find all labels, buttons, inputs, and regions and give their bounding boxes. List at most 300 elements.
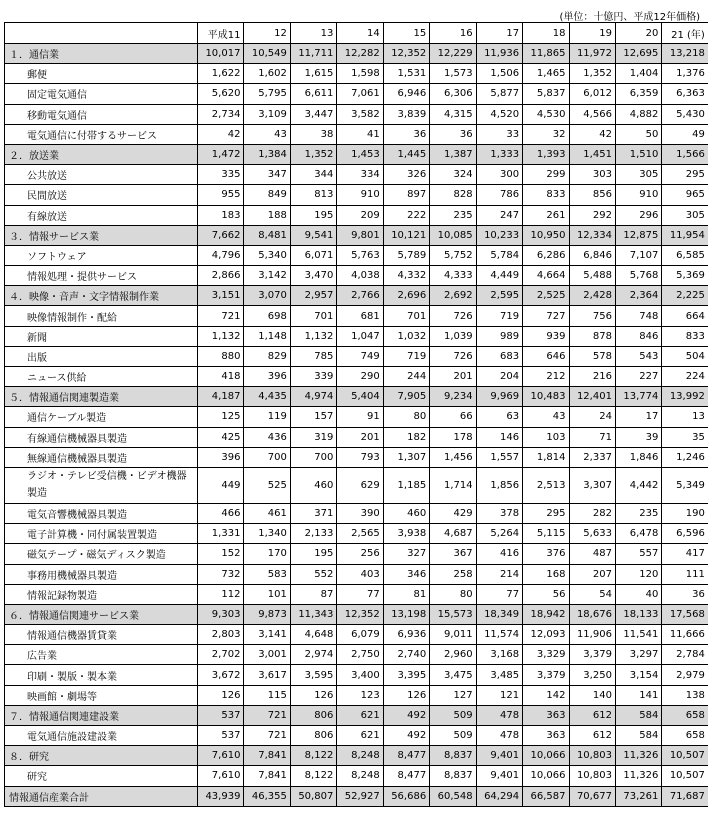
value-cell: 13 [662, 407, 708, 427]
value-cell: 1,510 [615, 144, 661, 164]
value-cell: 77 [476, 584, 522, 604]
value-cell: 11,666 [662, 625, 708, 645]
category-row [5, 286, 708, 306]
value-cell: 417 [662, 544, 708, 564]
value-cell: 425 [198, 427, 244, 447]
value-cell: 1,032 [383, 326, 429, 346]
value-cell: 91 [337, 407, 383, 427]
value-cell: 5,837 [523, 84, 569, 104]
value-cell: 6,585 [662, 245, 708, 265]
value-cell: 256 [337, 544, 383, 564]
header-corner [5, 23, 198, 44]
value-cell: 170 [244, 544, 290, 564]
value-cell: 5,349 [662, 467, 708, 503]
value-cell: 449 [198, 467, 244, 503]
value-cell: 12,229 [430, 44, 476, 64]
header-year: 19 [569, 23, 615, 44]
row-label: ６．情報通信関連サービス業 [5, 604, 198, 624]
value-cell: 584 [615, 726, 661, 746]
value-cell: 81 [383, 584, 429, 604]
value-cell: 2,734 [198, 104, 244, 124]
value-cell: 390 [337, 503, 383, 523]
value-cell: 9,234 [430, 387, 476, 407]
value-cell: 56,686 [383, 786, 429, 806]
row-label: 電気通信施設建設業 [5, 726, 198, 746]
value-cell: 3,070 [244, 286, 290, 306]
value-cell: 658 [662, 705, 708, 725]
value-cell: 3,447 [290, 104, 336, 124]
header-year: 18 [523, 23, 569, 44]
value-cell: 646 [523, 346, 569, 366]
value-cell: 319 [290, 427, 336, 447]
value-cell: 4,332 [383, 266, 429, 286]
value-cell: 12,352 [383, 44, 429, 64]
value-cell: 1,531 [383, 64, 429, 84]
value-cell: 101 [244, 584, 290, 604]
value-cell: 3,297 [615, 645, 661, 665]
value-cell: 33 [476, 124, 522, 144]
value-cell: 460 [383, 503, 429, 523]
value-cell: 584 [615, 705, 661, 725]
value-cell: 749 [337, 346, 383, 366]
value-cell: 2,696 [383, 286, 429, 306]
value-cell: 87 [290, 584, 336, 604]
value-cell: 80 [430, 584, 476, 604]
value-cell: 1,393 [523, 144, 569, 164]
header-year: 17 [476, 23, 522, 44]
value-cell: 701 [290, 306, 336, 326]
table-row [5, 685, 708, 705]
value-cell: 168 [523, 564, 569, 584]
value-cell: 1,404 [615, 64, 661, 84]
value-cell: 833 [523, 185, 569, 205]
value-cell: 54 [569, 584, 615, 604]
value-cell: 7,610 [198, 766, 244, 786]
value-cell: 123 [337, 685, 383, 705]
value-cell: 18,349 [476, 604, 522, 624]
value-cell: 6,071 [290, 245, 336, 265]
value-cell: 721 [244, 705, 290, 725]
table-row [5, 165, 708, 185]
value-cell: 6,286 [523, 245, 569, 265]
value-cell: 2,866 [198, 266, 244, 286]
value-cell: 11,343 [290, 604, 336, 624]
value-cell: 7,610 [198, 746, 244, 766]
value-cell: 3,395 [383, 665, 429, 685]
value-cell: 612 [569, 726, 615, 746]
value-cell: 290 [337, 367, 383, 387]
value-cell: 5,795 [244, 84, 290, 104]
value-cell: 7,841 [244, 746, 290, 766]
value-cell: 1,615 [290, 64, 336, 84]
value-cell: 11,711 [290, 44, 336, 64]
value-cell: 10,803 [569, 766, 615, 786]
table-row [5, 665, 708, 685]
header-year: 12 [244, 23, 290, 44]
table-row [5, 766, 708, 786]
value-cell: 183 [198, 205, 244, 225]
value-cell: 785 [290, 346, 336, 366]
value-cell: 8,122 [290, 766, 336, 786]
value-cell: 7,107 [615, 245, 661, 265]
value-cell: 10,549 [244, 44, 290, 64]
value-cell: 436 [244, 427, 290, 447]
value-cell: 700 [290, 447, 336, 467]
value-cell: 35 [662, 427, 708, 447]
value-cell: 2,750 [337, 645, 383, 665]
value-cell: 1,185 [383, 467, 429, 503]
value-cell: 4,449 [476, 266, 522, 286]
value-cell: 1,148 [244, 326, 290, 346]
value-cell: 700 [244, 447, 290, 467]
table-row [5, 367, 708, 387]
value-cell: 7,662 [198, 225, 244, 245]
value-cell: 719 [383, 346, 429, 366]
value-cell: 363 [523, 726, 569, 746]
value-cell: 157 [290, 407, 336, 427]
value-cell: 9,801 [337, 225, 383, 245]
value-cell: 32 [523, 124, 569, 144]
value-cell: 9,541 [290, 225, 336, 245]
value-cell: 195 [290, 205, 336, 225]
value-cell: 9,011 [430, 625, 476, 645]
value-cell: 9,969 [476, 387, 522, 407]
header-year: 14 [337, 23, 383, 44]
table-row [5, 524, 708, 544]
value-cell: 3,168 [476, 645, 522, 665]
row-label: 電気音響機械器具製造 [5, 503, 198, 523]
value-cell: 1,352 [569, 64, 615, 84]
value-cell: 1,622 [198, 64, 244, 84]
row-label: ソフトウェア [5, 245, 198, 265]
value-cell: 10,017 [198, 44, 244, 64]
table-row [5, 503, 708, 523]
value-cell: 8,477 [383, 746, 429, 766]
row-label: 郵便 [5, 64, 198, 84]
value-cell: 8,477 [383, 766, 429, 786]
value-cell: 18,133 [615, 604, 661, 624]
value-cell: 11,574 [476, 625, 522, 645]
table-row [5, 346, 708, 366]
value-cell: 17,568 [662, 604, 708, 624]
value-cell: 4,315 [430, 104, 476, 124]
row-label: ラジオ・テレビ受信機・ビデオ機器製造 [5, 467, 198, 503]
value-cell: 303 [569, 165, 615, 185]
value-cell: 60,548 [430, 786, 476, 806]
value-cell: 1,602 [244, 64, 290, 84]
value-cell: 50 [615, 124, 661, 144]
value-cell: 910 [337, 185, 383, 205]
value-cell: 7,905 [383, 387, 429, 407]
value-cell: 6,946 [383, 84, 429, 104]
value-cell: 2,565 [337, 524, 383, 544]
value-cell: 1,352 [290, 144, 336, 164]
table-row [5, 427, 708, 447]
value-cell: 681 [337, 306, 383, 326]
value-cell: 12,352 [337, 604, 383, 624]
value-cell: 63 [476, 407, 522, 427]
value-cell: 1,714 [430, 467, 476, 503]
row-label: 映像情報制作・配給 [5, 306, 198, 326]
value-cell: 849 [244, 185, 290, 205]
value-cell: 195 [290, 544, 336, 564]
value-cell: 396 [198, 447, 244, 467]
value-cell: 537 [198, 726, 244, 746]
value-cell: 142 [523, 685, 569, 705]
value-cell: 178 [430, 427, 476, 447]
value-cell: 10,066 [523, 746, 569, 766]
value-cell: 3,250 [569, 665, 615, 685]
value-cell: 244 [383, 367, 429, 387]
value-cell: 4,530 [523, 104, 569, 124]
value-cell: 12,093 [523, 625, 569, 645]
value-cell: 126 [383, 685, 429, 705]
value-cell: 13,992 [662, 387, 708, 407]
value-cell: 806 [290, 705, 336, 725]
value-cell: 141 [615, 685, 661, 705]
value-cell: 216 [569, 367, 615, 387]
row-label: 情報通信機器賃貸業 [5, 625, 198, 645]
row-label: 印刷・製版・製本業 [5, 665, 198, 685]
category-row [5, 144, 708, 164]
value-cell: 10,507 [662, 746, 708, 766]
value-cell: 2,784 [662, 645, 708, 665]
value-cell: 3,475 [430, 665, 476, 685]
value-cell: 190 [662, 503, 708, 523]
value-cell: 2,960 [430, 645, 476, 665]
value-cell: 4,648 [290, 625, 336, 645]
value-cell: 1,132 [290, 326, 336, 346]
value-cell: 4,687 [430, 524, 476, 544]
category-row [5, 746, 708, 766]
value-cell: 1,331 [198, 524, 244, 544]
header-year: 平成11 [198, 23, 244, 44]
table-row [5, 104, 708, 124]
value-cell: 300 [476, 165, 522, 185]
value-cell: 4,442 [615, 467, 661, 503]
value-cell: 9,303 [198, 604, 244, 624]
value-cell: 42 [569, 124, 615, 144]
row-label: ８．研究 [5, 746, 198, 766]
value-cell: 846 [615, 326, 661, 346]
value-cell: 7,841 [244, 766, 290, 786]
value-cell: 1,307 [383, 447, 429, 467]
value-cell: 5,488 [569, 266, 615, 286]
value-cell: 15,573 [430, 604, 476, 624]
value-cell: 3,582 [337, 104, 383, 124]
row-label: 新聞 [5, 326, 198, 346]
value-cell: 3,379 [523, 665, 569, 685]
value-cell: 335 [198, 165, 244, 185]
value-cell: 140 [569, 685, 615, 705]
value-cell: 334 [337, 165, 383, 185]
value-cell: 214 [476, 564, 522, 584]
value-cell: 1,456 [430, 447, 476, 467]
value-cell: 10,950 [523, 225, 569, 245]
value-cell: 247 [476, 205, 522, 225]
value-cell: 152 [198, 544, 244, 564]
value-cell: 49 [662, 124, 708, 144]
value-cell: 367 [430, 544, 476, 564]
table-row [5, 326, 708, 346]
value-cell: 509 [430, 705, 476, 725]
value-cell: 2,957 [290, 286, 336, 306]
value-cell: 1,453 [337, 144, 383, 164]
value-cell: 305 [615, 165, 661, 185]
value-cell: 126 [198, 685, 244, 705]
value-cell: 5,430 [662, 104, 708, 124]
value-cell: 6,478 [615, 524, 661, 544]
value-cell: 478 [476, 726, 522, 746]
value-cell: 4,187 [198, 387, 244, 407]
table-row [5, 245, 708, 265]
value-cell: 2,364 [615, 286, 661, 306]
value-cell: 2,525 [523, 286, 569, 306]
value-cell: 2,974 [290, 645, 336, 665]
value-cell: 1,814 [523, 447, 569, 467]
row-label: 公共放送 [5, 165, 198, 185]
value-cell: 3,307 [569, 467, 615, 503]
row-label: 磁気テープ・磁気ディスク製造 [5, 544, 198, 564]
header-row [5, 23, 708, 44]
value-cell: 40 [615, 584, 661, 604]
value-cell: 1,333 [476, 144, 522, 164]
value-cell: 201 [337, 427, 383, 447]
category-row [5, 604, 708, 624]
value-cell: 146 [476, 427, 522, 447]
value-cell: 5,369 [662, 266, 708, 286]
value-cell: 12,695 [615, 44, 661, 64]
total-row [5, 786, 708, 806]
value-cell: 347 [244, 165, 290, 185]
value-cell: 1,451 [569, 144, 615, 164]
value-cell: 878 [569, 326, 615, 346]
value-cell: 1,376 [662, 64, 708, 84]
value-cell: 119 [244, 407, 290, 427]
value-cell: 66,587 [523, 786, 569, 806]
value-cell: 121 [476, 685, 522, 705]
value-cell: 127 [430, 685, 476, 705]
table-row [5, 645, 708, 665]
value-cell: 80 [383, 407, 429, 427]
value-cell: 756 [569, 306, 615, 326]
value-cell: 658 [662, 726, 708, 746]
value-cell: 4,435 [244, 387, 290, 407]
value-cell: 11,541 [615, 625, 661, 645]
value-cell: 4,333 [430, 266, 476, 286]
value-cell: 42 [198, 124, 244, 144]
value-cell: 12,334 [569, 225, 615, 245]
value-cell: 3,938 [383, 524, 429, 544]
value-cell: 11,865 [523, 44, 569, 64]
value-cell: 363 [523, 705, 569, 725]
row-label: １．通信業 [5, 44, 198, 64]
table-row [5, 584, 708, 604]
value-cell: 3,329 [523, 645, 569, 665]
value-cell: 5,620 [198, 84, 244, 104]
table-row [5, 407, 708, 427]
row-label: 映画館・劇場等 [5, 685, 198, 705]
value-cell: 1,246 [662, 447, 708, 467]
value-cell: 3,109 [244, 104, 290, 124]
value-cell: 6,846 [569, 245, 615, 265]
value-cell: 5,264 [476, 524, 522, 544]
value-cell: 2,133 [290, 524, 336, 544]
value-cell: 207 [569, 564, 615, 584]
value-cell: 9,401 [476, 766, 522, 786]
value-cell: 344 [290, 165, 336, 185]
value-cell: 8,248 [337, 766, 383, 786]
value-cell: 478 [476, 705, 522, 725]
value-cell: 939 [523, 326, 569, 346]
header-year: 13 [290, 23, 336, 44]
value-cell: 955 [198, 185, 244, 205]
value-cell: 721 [198, 306, 244, 326]
value-cell: 138 [662, 685, 708, 705]
value-cell: 6,363 [662, 84, 708, 104]
value-cell: 6,359 [615, 84, 661, 104]
data-table [4, 22, 708, 807]
value-cell: 4,664 [523, 266, 569, 286]
table-row [5, 726, 708, 746]
table-row [5, 564, 708, 584]
value-cell: 9,873 [244, 604, 290, 624]
value-cell: 327 [383, 544, 429, 564]
value-cell: 552 [290, 564, 336, 584]
value-cell: 5,115 [523, 524, 569, 544]
value-cell: 10,233 [476, 225, 522, 245]
value-cell: 461 [244, 503, 290, 523]
value-cell: 8,481 [244, 225, 290, 245]
value-cell: 5,877 [476, 84, 522, 104]
value-cell: 41 [337, 124, 383, 144]
value-cell: 1,557 [476, 447, 522, 467]
table-row [5, 205, 708, 225]
value-cell: 295 [662, 165, 708, 185]
value-cell: 5,752 [430, 245, 476, 265]
value-cell: 3,141 [244, 625, 290, 645]
value-cell: 2,513 [523, 467, 569, 503]
value-cell: 13,218 [662, 44, 708, 64]
value-cell: 786 [476, 185, 522, 205]
row-label: 電子計算機・同付属装置製造 [5, 524, 198, 544]
value-cell: 77 [337, 584, 383, 604]
value-cell: 621 [337, 705, 383, 725]
value-cell: 13,198 [383, 604, 429, 624]
row-label: ３．情報サービス業 [5, 225, 198, 245]
value-cell: 5,763 [337, 245, 383, 265]
value-cell: 73,261 [615, 786, 661, 806]
value-cell: 12,282 [337, 44, 383, 64]
value-cell: 4,796 [198, 245, 244, 265]
table-row [5, 64, 708, 84]
value-cell: 11,972 [569, 44, 615, 64]
value-cell: 2,702 [198, 645, 244, 665]
value-cell: 120 [615, 564, 661, 584]
value-cell: 828 [430, 185, 476, 205]
value-cell: 18,942 [523, 604, 569, 624]
value-cell: 261 [523, 205, 569, 225]
value-cell: 10,085 [430, 225, 476, 245]
value-cell: 7,061 [337, 84, 383, 104]
value-cell: 1,472 [198, 144, 244, 164]
value-cell: 2,766 [337, 286, 383, 306]
value-cell: 56 [523, 584, 569, 604]
value-cell: 543 [615, 346, 661, 366]
value-cell: 24 [569, 407, 615, 427]
value-cell: 212 [523, 367, 569, 387]
value-cell: 8,837 [430, 766, 476, 786]
